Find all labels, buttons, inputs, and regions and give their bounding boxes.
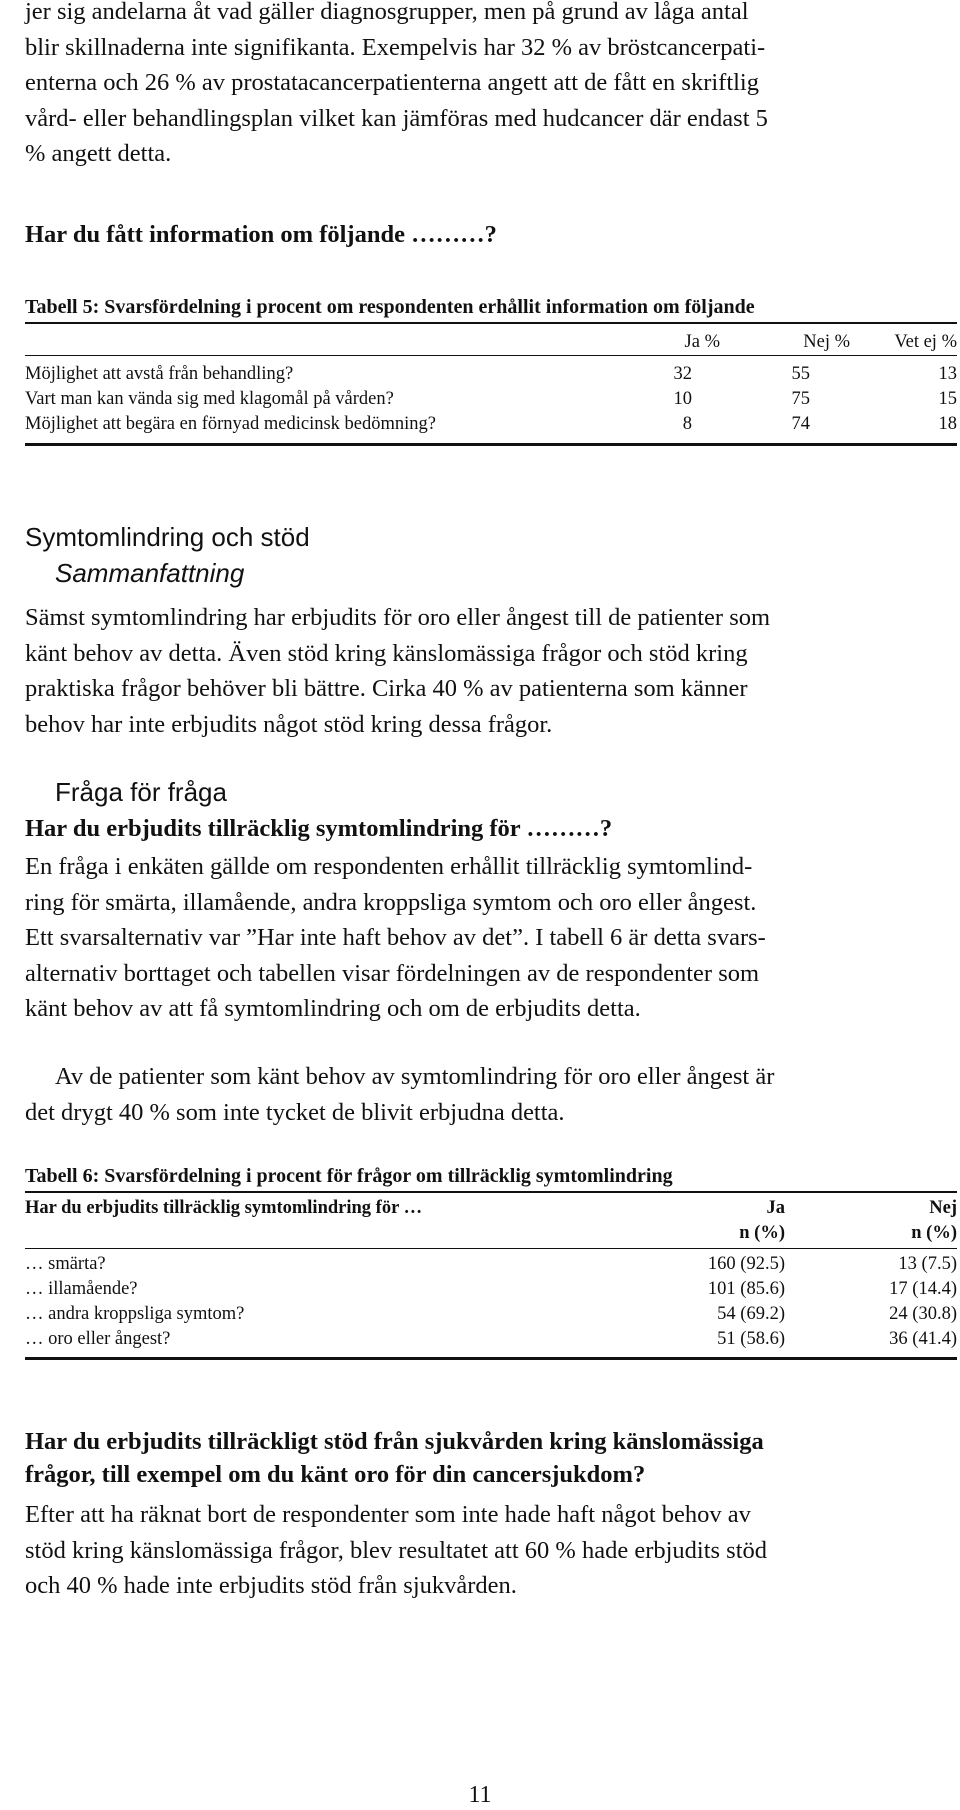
table6-cell-nej: 36 (41.4) <box>889 1329 957 1349</box>
summary-line: praktiska frågor behöver bli bättre. Cirka 40 % av patienterna som känner <box>25 675 748 702</box>
table6-cell-nej: 17 (14.4) <box>889 1279 957 1299</box>
table5-cell-ja: 8 <box>682 414 692 434</box>
oro-paragraph <box>25 1059 945 1130</box>
summary-paragraph <box>25 600 945 742</box>
table6-cell-ja: 51 (58.6) <box>717 1329 785 1349</box>
table6-cell-ja: 54 (69.2) <box>717 1304 785 1324</box>
table-row <box>25 412 957 445</box>
table6-cell-nej: 13 (7.5) <box>898 1254 957 1274</box>
question-stod-heading <box>25 1425 764 1491</box>
page-number: 11 <box>468 1782 492 1808</box>
intro-line: blir skillnaderna inte signifikanta. Exempelvis har 32 % av bröstcancerpati- <box>25 33 766 61</box>
table5-cell-nej: 75 <box>791 389 810 409</box>
table5-row-label: Möjlighet att avstå från behandling? <box>25 364 294 384</box>
table5-header-nej: Nej % <box>803 332 850 352</box>
section-title: Symtomlindring och stöd <box>25 522 310 552</box>
table5-cell-nej: 55 <box>791 364 810 384</box>
symptom-line: ring för smärta, illamående, andra kroppsliga symtom och oro eller ångest. <box>25 888 757 916</box>
table6-header-label: Har du erbjudits tillräcklig symtomlindring för … <box>25 1198 423 1218</box>
table-row <box>25 1327 957 1359</box>
summary-title: Sammanfattning <box>55 558 245 588</box>
oro-line: det drygt 40 % som inte tycket de blivit erbjudna detta. <box>25 1098 565 1126</box>
intro-line: jer sig andelarna åt vad gäller diagnosgrupper, men på grund av låga antal <box>25 0 749 25</box>
stod-line: och 40 % hade inte erbjudits stöd från sjukvården. <box>25 1572 517 1599</box>
question-information-heading: Har du fått information om följande ………? <box>25 221 497 248</box>
table6-cell-ja: 101 (85.6) <box>707 1279 785 1299</box>
table5-row-label: Vart man kan vända sig med klagomål på vården? <box>25 389 394 409</box>
table6-subheader-blank <box>25 1221 565 1249</box>
question-symptom-heading: Har du erbjudits tillräcklig symtomlindring för ………? <box>25 815 613 842</box>
table6-caption: Tabell 6: Svarsfördelning i procent för frågor om tillräcklig symtomlindring <box>25 1165 673 1187</box>
table5-cell-nej: 74 <box>791 414 810 434</box>
table6-cell-ja: 160 (92.5) <box>707 1254 785 1274</box>
stod-line: stöd kring känslomässiga frågor, blev resultatet att 60 % hade erbjudits stöd <box>25 1536 768 1564</box>
intro-paragraph <box>25 0 945 172</box>
table5-header-vetej: Vet ej % <box>894 332 957 352</box>
question-stod-line: Har du erbjudits tillräckligt stöd från sjukvården kring känslomässiga <box>25 1428 764 1455</box>
stod-line: Efter att ha räknat bort de respondenter som inte hade haft något behov av <box>25 1501 751 1528</box>
stod-paragraph <box>25 1497 945 1604</box>
table5-block <box>25 294 957 446</box>
intro-line: % angett detta. <box>25 140 172 167</box>
symptom-line: känt behov av att få symtomlindring och om de erbjudits detta. <box>25 995 641 1022</box>
question-stod-line: frågor, till exempel om du känt oro för din cancersjukdom? <box>25 1461 646 1488</box>
intro-line: vård- eller behandlingsplan vilket kan jämföras med hudcancer där endast 5 <box>25 104 768 132</box>
table5-cell-vetej: 15 <box>938 389 957 409</box>
table-row <box>25 1277 957 1302</box>
table5-row-label: Möjlighet att begära en förnyad medicinsk bedömning? <box>25 414 436 434</box>
summary-line: Sämst symtomlindring har erbjudits för oro eller ångest till de patienter som <box>25 604 771 631</box>
table-row <box>25 387 957 412</box>
table6-row-label: … oro eller ångest? <box>25 1329 171 1349</box>
table5-cell-vetej: 18 <box>938 414 957 434</box>
table6-header-row <box>25 1192 957 1221</box>
summary-line: känt behov av detta. Även stöd kring känslomässiga frågor och stöd kring <box>25 639 748 667</box>
table5-header-blank <box>25 323 615 356</box>
oro-line: Av de patienter som känt behov av symtomlindring för oro eller ångest är <box>55 1063 775 1090</box>
table6-row-label: … smärta? <box>25 1254 106 1274</box>
table5-cell-ja: 10 <box>673 389 692 409</box>
symptom-line: Ett svarsalternativ var ”Har inte haft behov av det”. I tabell 6 är detta svars- <box>25 924 766 951</box>
table6-block <box>25 1163 957 1360</box>
table-row <box>25 356 957 388</box>
table6-subheader-ja: n (%) <box>739 1223 785 1243</box>
table5-cell-ja: 32 <box>673 364 692 384</box>
table5-cell-vetej: 13 <box>938 364 957 384</box>
symptom-paragraph <box>25 849 945 1027</box>
table6-header-nej: Nej <box>929 1198 957 1218</box>
table6-row-label: … illamående? <box>25 1279 138 1299</box>
table-row <box>25 1249 957 1278</box>
table5-header-row <box>25 323 957 356</box>
table6-subheader-nej: n (%) <box>911 1223 957 1243</box>
table6-header-ja: Ja <box>766 1198 785 1218</box>
table5-caption: Tabell 5: Svarsfördelning i procent om respondenten erhållit information om följande <box>25 296 755 318</box>
fraga-for-fraga-title: Fråga för fråga <box>55 777 227 807</box>
symptom-line: alternativ borttaget och tabellen visar fördelningen av de respondenter som <box>25 959 760 987</box>
table6-cell-nej: 24 (30.8) <box>889 1304 957 1324</box>
table6 <box>25 1191 957 1360</box>
symptom-line: En fråga i enkäten gällde om respondenten erhållit tillräcklig symtomlind- <box>25 853 753 880</box>
table5 <box>25 322 957 446</box>
table6-subheader-row <box>25 1221 957 1249</box>
summary-line: behov har inte erbjudits något stöd kring dessa frågor. <box>25 710 553 738</box>
intro-line: enterna och 26 % av prostatacancerpatienterna angett att de fått en skriftlig <box>25 69 759 96</box>
table5-header-ja: Ja % <box>684 332 720 352</box>
table-row <box>25 1302 957 1327</box>
table6-row-label: … andra kroppsliga symtom? <box>25 1304 245 1324</box>
